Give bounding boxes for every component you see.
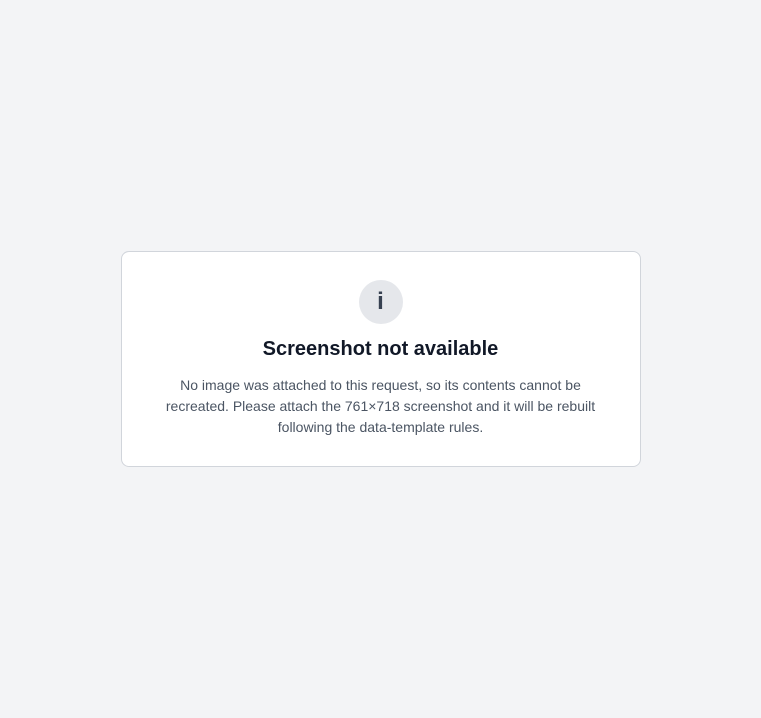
notice-message: No image was attached to this request, so its contents cannot be recreated. Please attach the 761×718 screenshot and it will be rebuilt following the data-template rules. (165, 377, 596, 435)
info-icon: i (359, 280, 403, 324)
notice-title: Screenshot not available (262, 338, 499, 360)
notice-card (121, 251, 641, 467)
